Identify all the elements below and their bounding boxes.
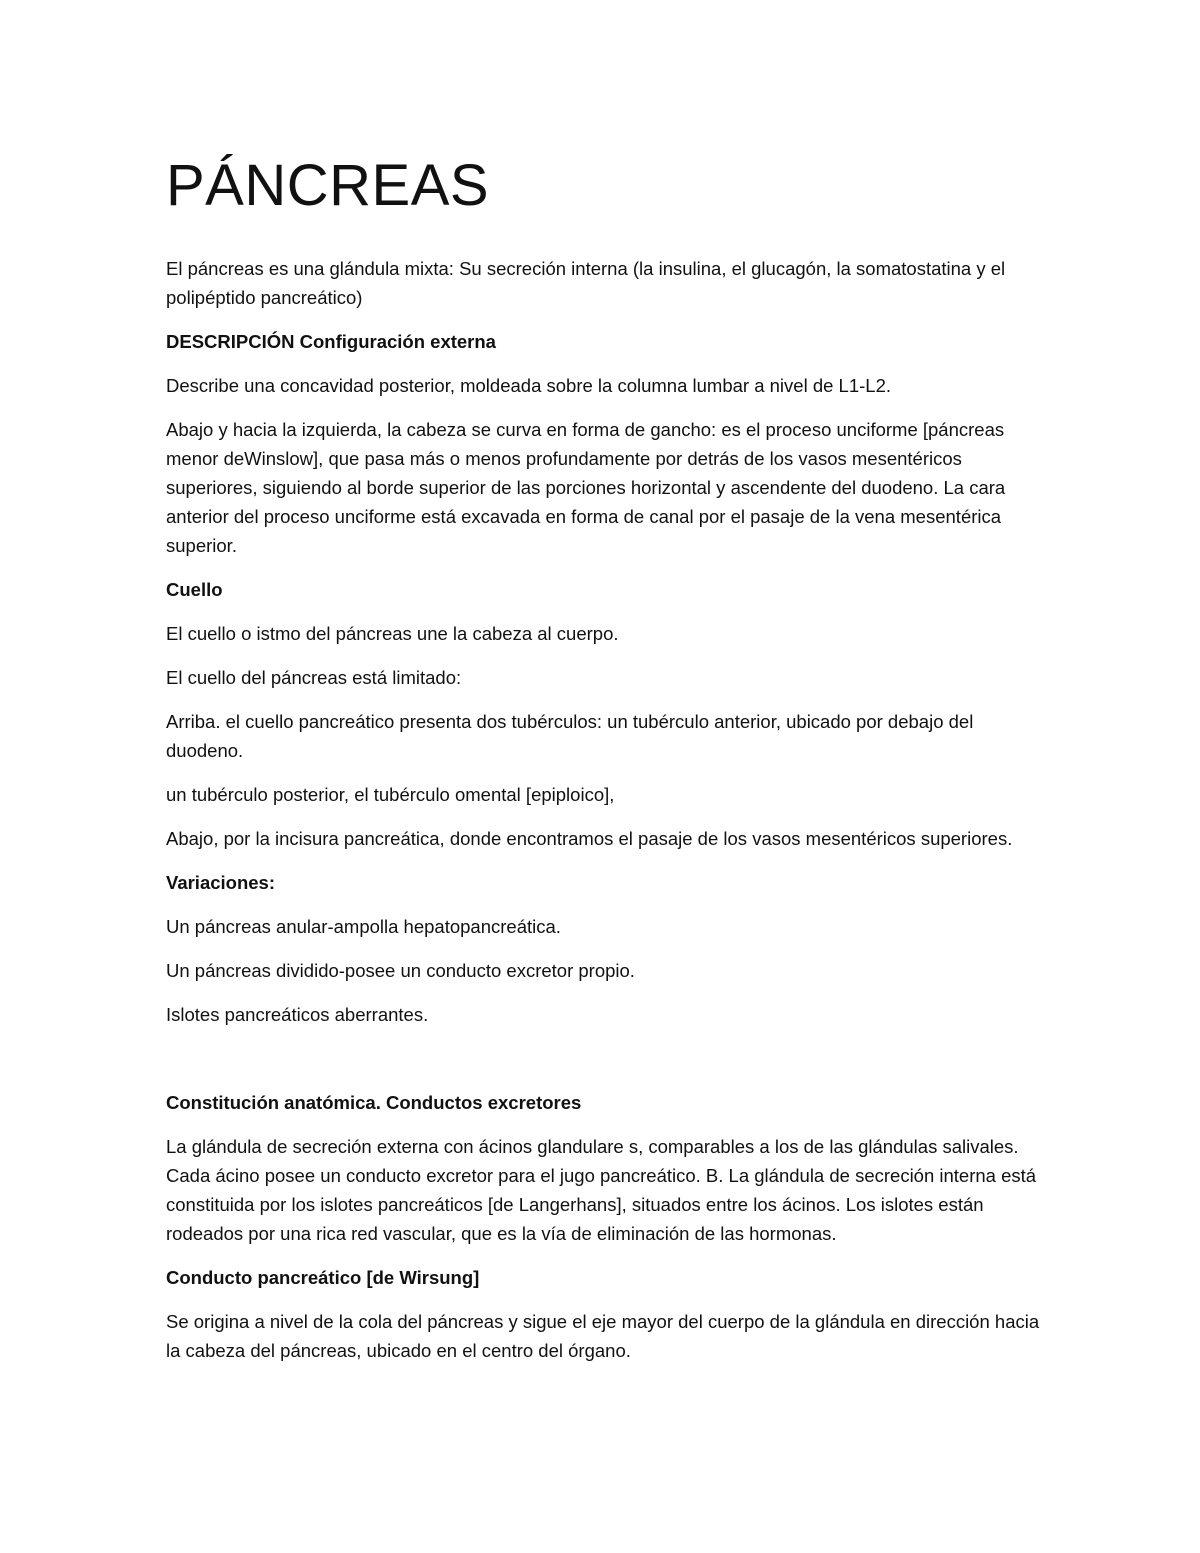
paragraph-constitucion: La glándula de secreción externa con ácinos glandulare s, comparables a los de las glándulas salivales. Cada ácino posee un conducto excretor para el jugo pancreático. B. La glándula de secreción interna está constituida por los islotes pancreáticos [de Langerhans], situados entre los ácinos. Los islotes están rodeados por una rica red vascular, que es la vía de eliminación de las hormonas.: [166, 1136, 1037, 1244]
intro-paragraph: El páncreas es una glándula mixta: Su secreción interna (la insulina, el glucagón, la somatostatina y el polipéptido pancreático): [166, 258, 1006, 308]
section-heading-variaciones: Variaciones:: [166, 872, 276, 893]
paragraph-variacion-islotes: Islotes pancreáticos aberrantes.: [166, 1004, 429, 1025]
paragraph-proceso-unciforme: Abajo y hacia la izquierda, la cabeza se curva en forma de gancho: es el proceso unciforme [páncreas menor deWinslow], que pasa más o menos profundamente por detrás de los vasos mesentéricos superiores, siguiendo al borde superior de las porciones horizontal y ascendente del duodeno. La cara anterior del proceso unciforme está excavada en forma de canal por el pasaje de la vena mesentérica superior.: [166, 419, 1006, 556]
paragraph-abajo: Abajo, por la incisura pancreática, donde encontramos el pasaje de los vasos mesentéricos superiores.: [166, 828, 1013, 849]
section-heading-wirsung: Conducto pancreático [de Wirsung]: [166, 1267, 480, 1288]
document-title: PÁNCREAS: [166, 153, 490, 218]
paragraph-arriba: Arriba. el cuello pancreático presenta dos tubérculos: un tubérculo anterior, ubicado por debajo del duodeno.: [166, 711, 974, 761]
paragraph-istmo: El cuello o istmo del páncreas une la cabeza al cuerpo.: [166, 623, 619, 644]
section-heading-constitucion: Constitución anatómica. Conductos excretores: [166, 1092, 582, 1113]
paragraph-tuberculo-posterior: un tubérculo posterior, el tubérculo omental [epiploico],: [166, 784, 615, 805]
paragraph-concavidad: Describe una concavidad posterior, moldeada sobre la columna lumbar a nivel de L1-L2.: [166, 375, 892, 396]
section-heading-cuello: Cuello: [166, 579, 223, 600]
blank-line: [166, 1044, 1046, 1088]
document-page: [166, 148, 1046, 1380]
paragraph-wirsung: Se origina a nivel de la cola del páncreas y sigue el eje mayor del cuerpo de la glándula en dirección hacia la cabeza del páncreas, ubicado en el centro del órgano.: [166, 1311, 1040, 1361]
section-heading-descripcion: DESCRIPCIÓN Configuración externa: [166, 331, 496, 352]
paragraph-limitado: El cuello del páncreas está limitado:: [166, 667, 462, 688]
paragraph-variacion-dividido: Un páncreas dividido-posee un conducto excretor propio.: [166, 960, 635, 981]
paragraph-variacion-anular: Un páncreas anular-ampolla hepatopancreática.: [166, 916, 561, 937]
